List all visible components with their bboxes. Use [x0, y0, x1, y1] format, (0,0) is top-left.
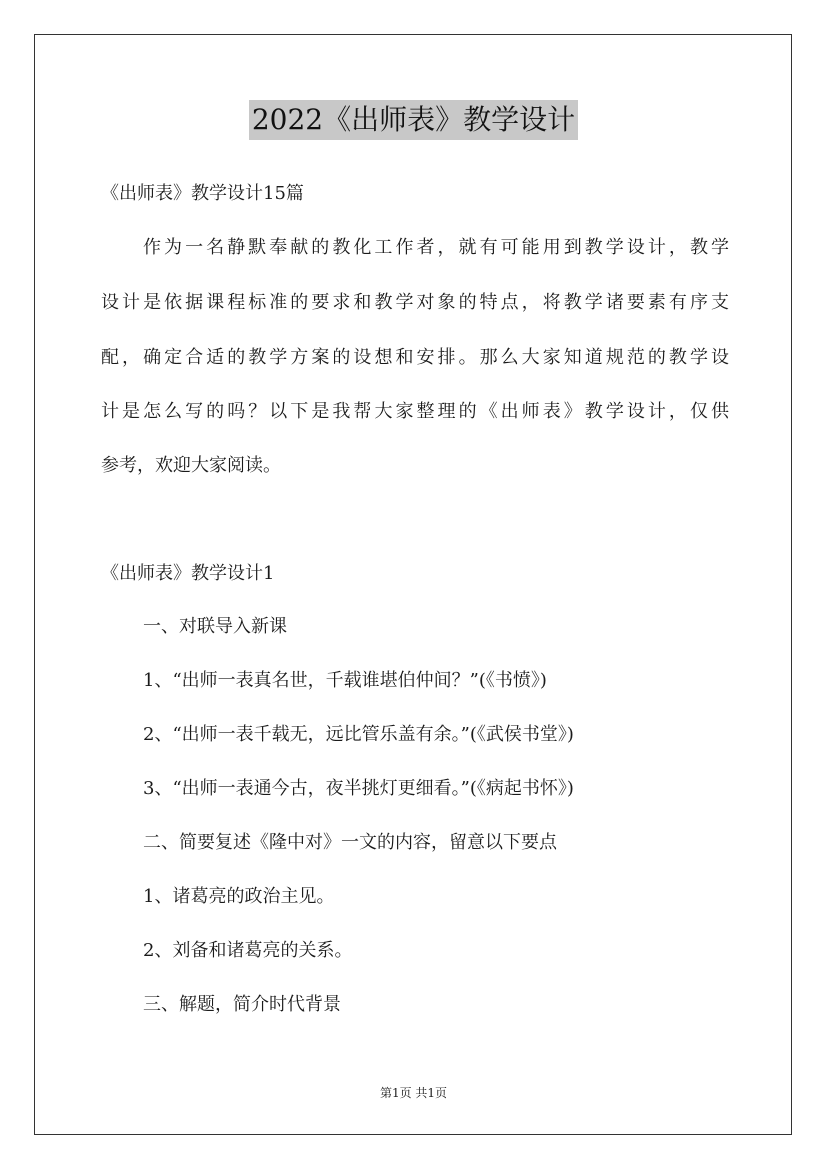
list-item: 三、解题，简介时代背景: [143, 994, 341, 1015]
list-item: 2、刘备和诸葛亮的关系。: [143, 940, 353, 961]
intro-line: 作为一名静默奉献的教化工作者，就有可能用到教学设计，教学: [143, 237, 729, 258]
list-item: 2、“出师一表千载无，远比管乐盖有余。”(《武侯书堂》): [143, 724, 574, 745]
section-heading: 《出师表》教学设计1: [101, 563, 275, 584]
intro-line: 设计是依据课程标准的要求和教学对象的特点，将教学诸要素有序支: [101, 292, 729, 313]
list-item: 3、“出师一表通今古，夜半挑灯更细看。”(《病起书怀》): [143, 778, 574, 799]
list-item: 1、诸葛亮的政治主见。: [143, 886, 335, 907]
page-footer: 第1页 共1页: [379, 1086, 448, 1100]
list-item: 二、简要复述《隆中对》一文的内容，留意以下要点: [143, 832, 557, 853]
intro-line: 参考，欢迎大家阅读。: [101, 455, 281, 476]
intro-line: 计是怎么写的吗？以下是我帮大家整理的《出师表》教学设计，仅供: [101, 401, 729, 422]
document-title: 2022《出师表》教学设计: [249, 100, 578, 140]
title-container: [0, 100, 827, 140]
list-item: 一、对联导入新课: [143, 616, 287, 637]
list-item: 1、“出师一表真名世，千载谁堪伯仲间？”(《书愤》): [143, 670, 547, 691]
document-subtitle: 《出师表》教学设计15篇: [101, 183, 304, 204]
intro-line: 配，确定合适的教学方案的设想和安排。那么大家知道规范的教学设: [101, 347, 729, 368]
